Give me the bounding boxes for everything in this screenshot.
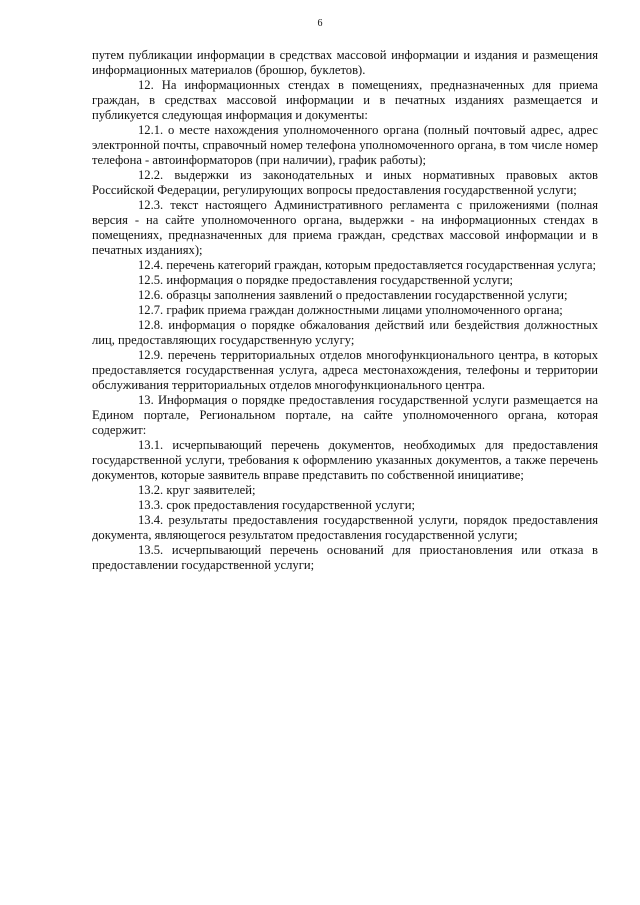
paragraph-13: 13. Информация о порядке предоставления государственной услуги размещается на Едином портале, Региональном портале, на сайте уполномоченного органа, которая содержит: <box>92 393 598 437</box>
paragraph-12-9: 12.9. перечень территориальных отделов многофункционального центра, в которых предоставляется государственная услуга, адреса местонахождения, телефоны и территории обслуживания территориальных отделов многофункционального центра. <box>92 348 598 392</box>
paragraph-12-1: 12.1. о месте нахождения уполномоченного органа (полный почтовый адрес, адрес электронной почты, справочный номер телефона уполномоченного органа, в том числе номер телефона - автоинформаторов (при наличии), график работы); <box>92 123 598 167</box>
paragraph-13-3: 13.3. срок предоставления государственной услуги; <box>138 498 415 512</box>
document-body <box>92 48 598 573</box>
paragraph-13-4: 13.4. результаты предоставления государственной услуги, порядок предоставления документа, являющегося результатом предоставления государственной услуги; <box>92 513 598 542</box>
paragraph-12-8: 12.8. информация о порядке обжалования действий или бездействия должностных лиц, предоставляющих государственную услугу; <box>92 318 598 347</box>
page-number: 6 <box>317 18 323 29</box>
paragraph-12-5: 12.5. информация о порядке предоставления государственной услуги; <box>138 273 513 287</box>
paragraph-12-7: 12.7. график приема граждан должностными лицами уполномоченного органа; <box>138 303 563 317</box>
paragraph-12-2: 12.2. выдержки из законодательных и иных нормативных правовых актов Российской Федерации, регулирующих вопросы предоставления государственной услуги; <box>92 168 598 197</box>
paragraph-13-2: 13.2. круг заявителей; <box>138 483 256 497</box>
paragraph-12-6: 12.6. образцы заполнения заявлений о предоставлении государственной услуги; <box>138 288 568 302</box>
paragraph-12-4: 12.4. перечень категорий граждан, которым предоставляется государственная услуга; <box>138 258 596 272</box>
paragraph-12-3: 12.3. текст настоящего Административного регламента с приложениями (полная версия - на сайте уполномоченного органа, выдержки - на информационных стендах в помещениях, предназначенных для приема граждан, средствах массовой информации и в печатных изданиях); <box>92 198 598 257</box>
paragraph-13-1: 13.1. исчерпывающий перечень документов, необходимых для предоставления государственной услуги, требования к оформлению указанных документов, а также перечень документов, которые заявитель вправе представить по собственной инициативе; <box>92 438 598 482</box>
paragraph-12: 12. На информационных стендах в помещениях, предназначенных для приема граждан, в средствах массовой информации и в печатных изданиях размещается и публикуется следующая информация и документы: <box>92 78 598 122</box>
paragraph-13-5: 13.5. исчерпывающий перечень оснований для приостановления или отказа в предоставлении государственной услуги; <box>92 543 598 572</box>
paragraph-continuation: путем публикации информации в средствах массовой информации и издания и размещения информационных материалов (брошюр, буклетов). <box>92 48 598 77</box>
